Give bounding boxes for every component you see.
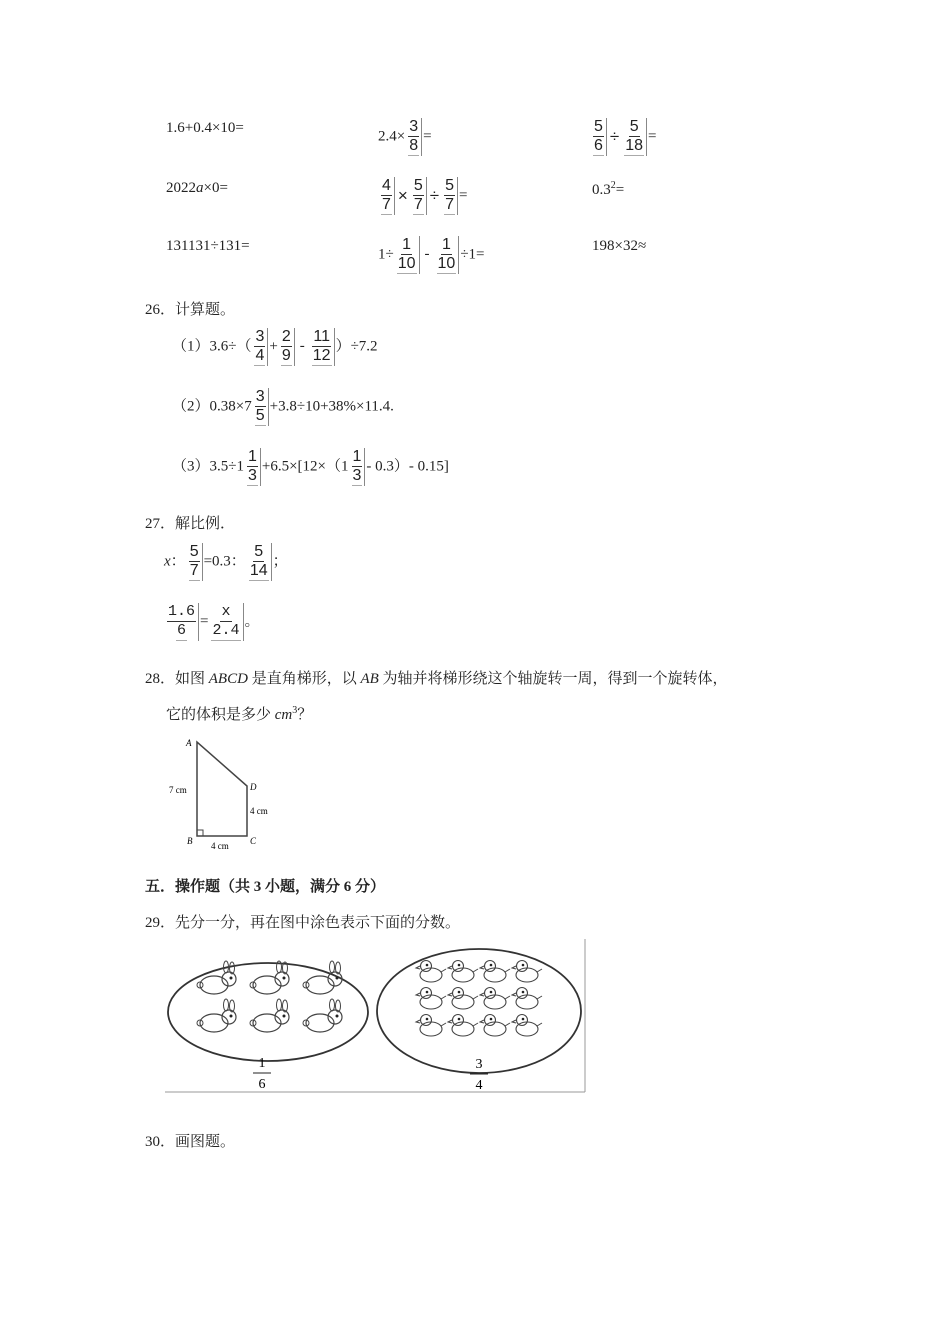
- colon: ：: [170, 553, 186, 570]
- denominator: 7: [382, 196, 391, 213]
- expr-text: （1）3.6÷（: [172, 338, 252, 355]
- q27-title: 27．解比例．: [145, 516, 236, 532]
- fraction: [411, 177, 427, 215]
- duck-icon: [512, 1015, 542, 1037]
- duck-icon: [512, 988, 542, 1010]
- operator: -: [424, 246, 430, 263]
- q26-part3: [172, 448, 449, 486]
- duck-icon: [448, 961, 478, 983]
- duck-icon: [448, 988, 478, 1010]
- expr-text: （3）3.5÷1: [172, 458, 244, 475]
- duck-group: [416, 961, 542, 1037]
- duck-icon: [448, 1015, 478, 1037]
- fraction: [591, 118, 607, 156]
- fraction: [209, 603, 243, 641]
- expr-text: +3.8÷10+38%×11.4.: [269, 398, 394, 415]
- oral-calc-r3c3: 198×32≈: [592, 238, 647, 254]
- label-b: B: [187, 836, 193, 846]
- denominator: 18: [625, 137, 644, 154]
- denominator: 7: [413, 196, 423, 213]
- operator: ×: [397, 186, 408, 205]
- left-length-label: 7 cm: [169, 785, 187, 795]
- expr-text: 2.4×: [378, 128, 406, 145]
- fraction: [279, 328, 295, 366]
- label-d: D: [250, 782, 257, 792]
- fraction: [435, 236, 460, 274]
- equals: =: [459, 187, 468, 204]
- fraction: [442, 177, 458, 215]
- numerator: 5: [594, 118, 603, 135]
- expr-text: 2022: [166, 180, 196, 196]
- fraction: [252, 328, 268, 366]
- q28-line2: [166, 703, 312, 724]
- fraction: [622, 118, 647, 156]
- text: 五．操作题（共: [145, 879, 254, 895]
- q29-title: 29．先分一分，再在图中涂色表示下面的分数。: [145, 915, 461, 931]
- q26-title: 26．计算题。: [145, 302, 236, 318]
- rabbit-group: [197, 961, 342, 1032]
- denominator: 10: [397, 255, 416, 272]
- unit: cm: [274, 707, 293, 723]
- expr-text: ；: [272, 553, 288, 570]
- score: 6: [343, 879, 352, 895]
- expr-text: ）÷7.2: [335, 338, 378, 355]
- fraction: [165, 603, 199, 641]
- oral-calc-r2c3: [592, 180, 624, 199]
- exponent: 3: [292, 705, 298, 716]
- q27-eq2: [164, 603, 260, 641]
- oral-calc-r1c2: [378, 118, 432, 156]
- fraction: [395, 236, 420, 274]
- q28-line1: [145, 667, 728, 688]
- expr-text: （2）0.38×7: [172, 398, 252, 415]
- denominator: 14: [249, 562, 268, 579]
- duck-icon: [480, 1015, 510, 1037]
- numerator: 5: [629, 118, 639, 135]
- operator: +: [269, 338, 278, 355]
- denominator: 2.4: [212, 622, 240, 639]
- numerator: 2: [281, 328, 291, 345]
- oral-calc-r1c1: 1.6+0.4×10=: [166, 120, 244, 136]
- duck-icon: [416, 961, 446, 983]
- numerator: 5: [189, 543, 199, 560]
- denominator: 6: [594, 137, 603, 154]
- numerator: 5: [254, 543, 264, 560]
- right-numerator: 3: [475, 1057, 483, 1072]
- numerator: 4: [382, 177, 391, 194]
- right-length-label: 4 cm: [250, 806, 268, 816]
- variable: a: [196, 180, 204, 196]
- duck-icon: [480, 961, 510, 983]
- expr-text: - 0.3）- 0.15]: [366, 458, 449, 475]
- numerator: 1.6: [168, 603, 196, 620]
- operator: -: [299, 338, 305, 355]
- denominator: 3: [247, 467, 257, 484]
- denominator: 8: [409, 137, 419, 154]
- denominator: 7: [189, 562, 199, 579]
- rabbit-icon: [250, 961, 289, 994]
- fraction: [379, 177, 395, 215]
- operator: ÷: [609, 127, 620, 146]
- oral-calc-r2c1: [166, 180, 228, 197]
- q26-part1: [172, 328, 378, 366]
- denominator: 6: [177, 622, 187, 639]
- text: 小题，满分: [261, 879, 344, 895]
- oral-calc-r2c2: [378, 177, 467, 215]
- numerator: 3: [255, 328, 265, 345]
- denominator: 7: [445, 196, 454, 213]
- expr-text: =0.3：: [203, 553, 246, 570]
- operator: ÷: [429, 186, 440, 205]
- exponent: 2: [610, 180, 616, 191]
- text: 28．如图: [145, 671, 209, 687]
- fraction: [245, 448, 261, 486]
- fraction: [310, 328, 335, 366]
- equals: =: [648, 128, 657, 145]
- fraction: [187, 543, 203, 581]
- denominator: 3: [352, 467, 362, 484]
- numerator: 1: [441, 236, 451, 253]
- equals: =: [423, 128, 432, 145]
- numerator: 1: [352, 448, 362, 465]
- left-numerator: 1: [258, 1056, 266, 1071]
- numerator: 11: [313, 328, 330, 345]
- variable: AB: [360, 671, 379, 687]
- duck-icon: [416, 988, 446, 1010]
- equals: =: [615, 182, 625, 198]
- duck-icon: [480, 988, 510, 1010]
- numerator: x: [221, 603, 231, 620]
- q29-figure: [163, 937, 587, 1095]
- expr-text: 。: [244, 613, 260, 630]
- text: 是直角梯形，以: [247, 671, 361, 687]
- numerator: 5: [445, 177, 454, 194]
- expr-text: ÷1=: [460, 246, 485, 263]
- numerator: 1: [402, 236, 412, 253]
- rabbit-icon: [250, 999, 289, 1032]
- q27-eq1: [164, 543, 288, 581]
- q26-part2: [172, 388, 394, 426]
- fraction: [350, 448, 366, 486]
- label-c: C: [250, 836, 257, 846]
- oral-calc-r1c3: [590, 118, 657, 156]
- fraction: [253, 388, 269, 426]
- oral-calc-r3c2: [378, 236, 485, 274]
- denominator: 4: [255, 347, 265, 364]
- count: 3: [253, 879, 262, 895]
- rabbit-icon: [303, 999, 342, 1032]
- text: 为轴并将梯形绕这个轴旋转一周，得到一个旋转体，: [378, 671, 728, 687]
- trapezoid-figure: [160, 730, 285, 858]
- rabbit-icon: [197, 999, 236, 1032]
- equals: =: [200, 613, 209, 630]
- denominator: 5: [255, 407, 265, 424]
- trapezoid-shape: [197, 742, 247, 836]
- left-denominator: 6: [258, 1077, 266, 1092]
- right-denominator: 4: [475, 1078, 483, 1093]
- numerator: 1: [247, 448, 257, 465]
- numerator: 3: [409, 118, 419, 135]
- expr-text: 0.3: [592, 182, 611, 198]
- variable: ABCD: [208, 671, 248, 687]
- label-a: A: [186, 738, 192, 748]
- oral-calc-r3c1: 131131÷131=: [166, 238, 250, 254]
- right-angle-mark: [197, 830, 203, 836]
- fraction: [406, 118, 422, 156]
- expr-text: ×0=: [203, 180, 228, 196]
- duck-oval: [377, 949, 581, 1073]
- expr-text: +6.5×[12×（1: [261, 458, 349, 475]
- text: ？: [297, 707, 313, 723]
- bottom-length-label: 4 cm: [211, 841, 229, 851]
- expr-text: 1÷: [378, 246, 394, 263]
- denominator: 10: [437, 255, 456, 272]
- denominator: 12: [312, 347, 331, 364]
- text: 它的体积是多少: [166, 707, 275, 723]
- numerator: 3: [255, 388, 265, 405]
- section5-title: [145, 875, 385, 896]
- text: 分）: [351, 879, 386, 895]
- variable: x: [164, 553, 171, 570]
- numerator: 5: [413, 177, 423, 194]
- denominator: 9: [281, 347, 291, 364]
- rabbit-icon: [303, 961, 342, 994]
- q30-title: 30．画图题。: [145, 1134, 236, 1150]
- duck-icon: [512, 961, 542, 983]
- duck-icon: [416, 1015, 446, 1037]
- fraction: [247, 543, 272, 581]
